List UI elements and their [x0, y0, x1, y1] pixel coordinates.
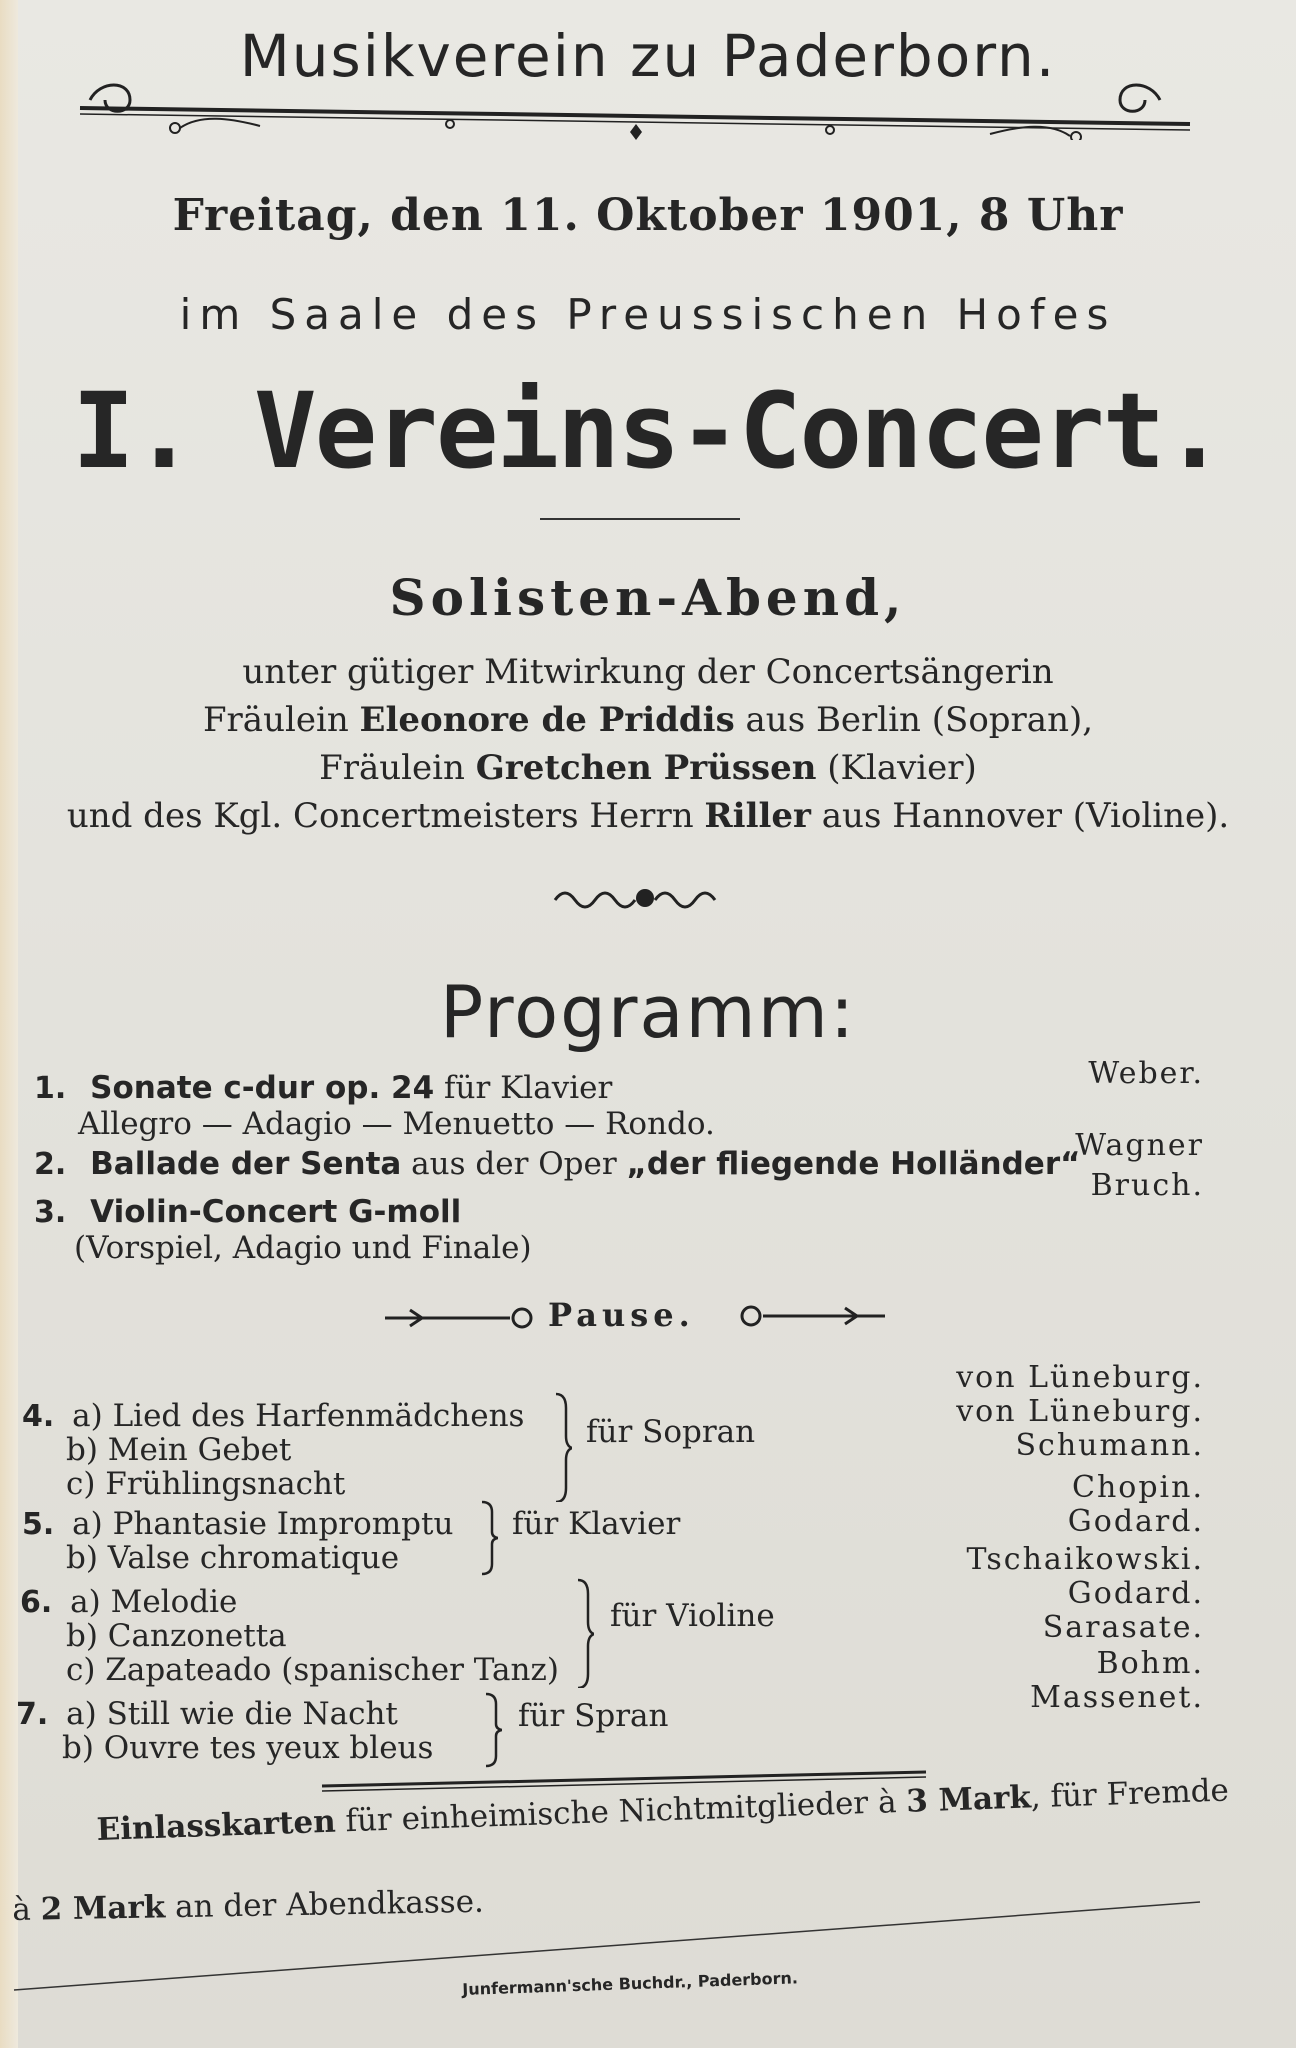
performers-intro: unter gütiger Mitwirkung der Concertsängerin [242, 652, 1054, 692]
item-title-rest: für Klavier [434, 1070, 613, 1106]
concert-title: I. Vereins-Concert. [72, 370, 1224, 492]
composer: Massenet. [1030, 1680, 1204, 1715]
program-item-3 [34, 1194, 461, 1230]
brace [482, 1692, 502, 1768]
item-opera-title: „der fliegende Holländer“ [626, 1146, 1081, 1182]
item-number: 4. [22, 1399, 55, 1434]
item-number: 1. [34, 1071, 67, 1106]
subtitle: Solisten-Abend, [389, 568, 907, 627]
composer-weber: Weber. [1088, 1056, 1204, 1091]
performer-piano-prefix: Fräulein [319, 748, 476, 788]
composer: Godard. [1067, 1576, 1204, 1611]
item-title: Sonate c-dur op. 24 [90, 1070, 435, 1106]
composer: Sarasate. [1042, 1610, 1204, 1645]
performer-violin [0, 796, 1296, 836]
title-rule [540, 518, 740, 520]
piece-title: a) Melodie [70, 1584, 238, 1620]
performer-soprano-prefix: Fräulein [202, 700, 360, 740]
squiggle-ornament [550, 878, 730, 918]
program-heading: Programm: [439, 970, 857, 1054]
piece-title: a) Lied des Harfenmädchens [72, 1398, 525, 1434]
composer: von Lüneburg. [956, 1360, 1204, 1395]
brace [478, 1500, 498, 1576]
piece-title: c) Frühlingsnacht [66, 1466, 346, 1502]
date-line: Freitag, den 11. Oktober 1901, 8 Uhr [172, 190, 1124, 241]
item-title: Ballade der Senta [90, 1146, 402, 1182]
tickets-text: für einheimische Nichtmitglieder à [335, 1783, 907, 1840]
pause-ornament-left [380, 1298, 540, 1338]
item-number: 7. [16, 1697, 49, 1732]
item-number: 3. [34, 1195, 67, 1230]
brace [574, 1578, 594, 1688]
item-number: 2. [34, 1147, 67, 1182]
instrument-label: für Klavier [512, 1506, 681, 1542]
brace [552, 1392, 572, 1502]
piece-title: b) Valse chromatique [66, 1540, 400, 1576]
item-number: 5. [22, 1507, 55, 1542]
program-item-1-movements: Allegro — Adagio — Menuetto — Rondo. [78, 1106, 715, 1142]
instrument-label: für Spran [518, 1698, 669, 1734]
program-item-3-movements: (Vorspiel, Adagio und Finale) [74, 1230, 532, 1266]
performer-piano [0, 748, 1296, 788]
item-title-rest: aus der Oper [401, 1146, 627, 1182]
program-item-4 [22, 1398, 524, 1434]
performer-piano-name: Gretchen Prüssen [475, 748, 817, 788]
performer-violin-prefix: und des Kgl. Concertmeisters Herrn [66, 796, 705, 836]
instrument-label: für Violine [610, 1598, 775, 1634]
piece-title: b) Ouvre tes yeux bleus [62, 1730, 434, 1766]
composer: Godard. [1067, 1504, 1204, 1539]
composer: Schumann. [1015, 1428, 1204, 1463]
item-title: Violin-Concert G-moll [90, 1194, 462, 1230]
performer-violin-name: Riller [704, 796, 811, 836]
tickets-text: à [12, 1891, 41, 1928]
header-title: Musikverein zu Paderborn. [239, 22, 1057, 90]
piece-title: b) Canzonetta [66, 1618, 287, 1654]
composer: Tschaikowski. [966, 1542, 1204, 1577]
performer-soprano-suffix: aus Berlin (Sopran), [734, 700, 1094, 740]
piece-title: b) Mein Gebet [66, 1432, 292, 1468]
tickets-text: , für Fremde [1030, 1772, 1230, 1816]
composer: Chopin. [1072, 1470, 1204, 1505]
tickets-text: an der Abendkasse. [164, 1883, 485, 1926]
tickets-price-members: 3 Mark [905, 1779, 1032, 1820]
pause-ornament-right [735, 1296, 895, 1336]
performer-violin-suffix: aus Hannover (Violine). [810, 796, 1230, 836]
performer-soprano [0, 700, 1296, 740]
piece-title: a) Still wie die Nacht [66, 1696, 398, 1732]
piece-title: c) Zapateado (spanischer Tanz) [66, 1652, 559, 1688]
item-number: 6. [20, 1585, 53, 1620]
program-item-5 [22, 1506, 453, 1542]
instrument-label: für Sopran [586, 1414, 756, 1450]
program-item-1 [34, 1070, 612, 1106]
performer-soprano-name: Eleonore de Priddis [359, 700, 735, 740]
venue: im Saale des Preussischen Hofes [179, 290, 1117, 339]
composer: Bohm. [1096, 1646, 1204, 1681]
header-ornament [70, 60, 1200, 140]
composer: von Lüneburg. [956, 1394, 1204, 1429]
composer-wagner: Wagner [1075, 1128, 1204, 1163]
program-item-2 [34, 1146, 1081, 1182]
pause-label: Pause. [548, 1296, 695, 1334]
piece-title: a) Phantasie Impromptu [72, 1506, 454, 1542]
program-item-7 [16, 1696, 398, 1732]
printer-imprint: Junfermann'sche Buchdr., Paderborn. [462, 1968, 799, 1999]
performer-piano-suffix: (Klavier) [816, 748, 977, 788]
tickets-price-guests: 2 Mark [40, 1889, 166, 1928]
program-item-6 [20, 1584, 237, 1620]
tickets-word: Einlasskarten [96, 1803, 337, 1848]
composer-bruch: Bruch. [1090, 1168, 1204, 1203]
